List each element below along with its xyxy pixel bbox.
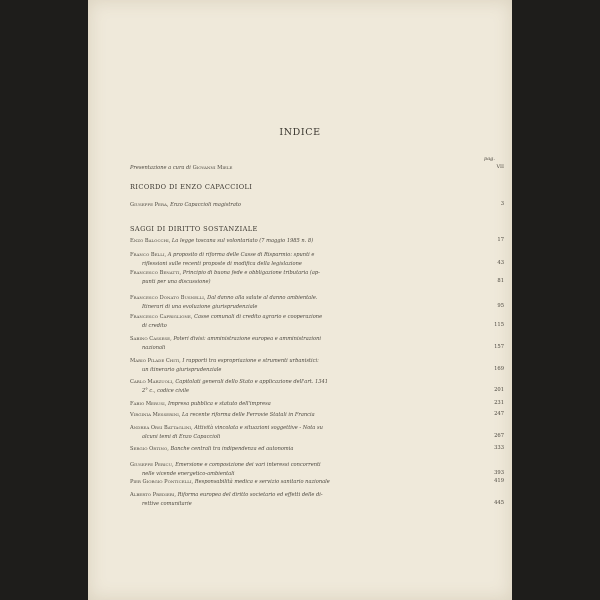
entry-title: Casse comunali di credito agrario e cooperazione — [194, 314, 323, 320]
entry-author: Mario Pilade Chiti, — [130, 358, 181, 364]
toc-entry — [130, 357, 480, 374]
entry-title: La recente riforma delle Ferrovie Statali in Francia — [182, 412, 315, 418]
entry-title-continued: alcuni temi di Enzo Capaccioli — [142, 433, 221, 440]
intro-page: VII — [496, 164, 504, 170]
entry-title: Poteri divisi: amministrazione europea e amministrazioni — [173, 336, 322, 342]
toc-entry — [130, 400, 480, 409]
entry-page-number: 3 — [500, 201, 504, 207]
entry-page-number: 201 — [494, 386, 504, 393]
entry-page-number: 157 — [494, 343, 504, 350]
entry-author: Franco Belli, — [130, 252, 167, 258]
page-column-label: pag. — [484, 156, 495, 162]
entry-title-continued: rettive comunitarie — [142, 500, 192, 507]
entry-page-number: 95 — [497, 302, 504, 309]
toc-entry — [130, 424, 480, 441]
section-heading: RICORDO DI ENZO CAPACCIOLI — [130, 183, 253, 191]
entry-title-continued: Itinerari di una evoluzione giurisprudenziale — [142, 303, 258, 310]
entry-title-continued: 2° c., codice civile — [142, 387, 190, 394]
entry-author: Sabino Cassese, — [130, 336, 172, 342]
entry-title: Enzo Capaccioli magistrato — [170, 202, 241, 208]
intro-author: Giovanni Miele — [192, 165, 233, 171]
intro-entry — [130, 164, 480, 173]
entry-page-number: 115 — [494, 321, 504, 328]
entry-author: Andrea Orsi Battaglini, — [130, 425, 193, 431]
toc-entry — [130, 313, 480, 330]
entry-page-number: 445 — [494, 499, 504, 506]
entry-title-continued: nelle vicende energetico-ambientali — [142, 470, 235, 477]
entry-title: I rapporti tra espropriazione e strumenti urbanistici: — [182, 358, 319, 364]
entry-title: Emersione e composizione dei vari interessi concorrenti — [175, 462, 321, 468]
entry-title: Banche centrali tra indipendenza ed autonomia — [170, 446, 294, 452]
entry-page-number: 419 — [494, 478, 504, 484]
entry-author: Francesco Capriglione, — [130, 314, 193, 320]
entry-page-number: 81 — [497, 277, 504, 284]
toc-entry — [130, 478, 480, 487]
entry-page-number: 333 — [494, 445, 504, 451]
entry-title-continued: punti per una discussione) — [142, 278, 211, 285]
entry-author: Giuseppe Pera, — [130, 202, 169, 208]
entry-author: Francesco Donato Busnelli, — [130, 295, 206, 301]
toc-entry — [130, 378, 480, 395]
entry-page-number: 393 — [494, 469, 504, 476]
intro-prefix: Presentazione a cura di — [130, 165, 191, 171]
entry-title: Principio di buona fede e obbligazione tributaria (ap- — [182, 270, 320, 276]
entry-title-continued: di credito — [142, 322, 167, 329]
entry-page-number: 43 — [497, 259, 504, 266]
toc-entry — [130, 411, 480, 420]
entry-title: Impresa pubblica e statuto dell'impresa — [167, 401, 271, 407]
toc-entry — [130, 445, 480, 454]
entry-author: Alberto Predieri, — [130, 492, 176, 498]
toc-entry — [130, 491, 480, 508]
entry-author: Pier Giorgio Ponticelli, — [130, 479, 194, 485]
entry-author: Francesco Benatti, — [130, 270, 182, 276]
entry-author: Virginia Messerini, — [130, 412, 181, 418]
entry-author: Giuseppe Pericu, — [130, 462, 174, 468]
toc-entry — [130, 269, 480, 286]
toc-entry — [130, 201, 480, 210]
entry-title: Attività vincolata e situazioni soggettive - Nota su — [194, 425, 323, 431]
entry-title: La legge toscana sul volontariato (7 maggio 1985 n. 8) — [171, 238, 314, 244]
entry-title-continued: riflessioni sulle recenti proposte di modifica della legislazione — [142, 260, 302, 267]
entry-author: Carlo Marzuoli, — [130, 379, 174, 385]
entry-title: Responsabilità medica e servizio sanitario nazionale — [194, 479, 330, 485]
entry-title-continued: nazionali — [142, 344, 166, 351]
entry-page-number: 247 — [494, 411, 504, 417]
entry-author: Enzo Balocchi, — [130, 238, 171, 244]
toc-entry — [130, 294, 480, 311]
entry-title: A proposito di riforma delle Casse di Risparmio: spunti e — [167, 252, 315, 258]
entry-page-number: 231 — [494, 400, 504, 406]
entry-page-number: 17 — [497, 237, 504, 243]
entry-author: Fabio Merusi, — [130, 401, 167, 407]
entry-page-number: 169 — [494, 365, 504, 372]
entry-title: Riforma europea del diritto societario ed effetti delle di- — [177, 492, 323, 498]
toc-entry — [130, 335, 480, 352]
page-title: INDICE — [279, 127, 321, 138]
entry-page-number: 267 — [494, 432, 504, 439]
section-heading: SAGGI DI DIRITTO SOSTANZIALE — [130, 225, 258, 233]
entry-title-continued: un itinerario giurisprudenziale — [142, 366, 222, 373]
entry-title: Dal danno alla salute al danno ambientale. — [207, 295, 318, 301]
toc-entry — [130, 237, 480, 246]
entry-author: Sergio Ortino, — [130, 446, 169, 452]
book-page — [88, 0, 512, 600]
toc-entry — [130, 461, 480, 478]
entry-title: Capitolati generali dello Stato e applicazione dell'art. 1341 — [175, 379, 329, 385]
toc-entry — [130, 251, 480, 268]
